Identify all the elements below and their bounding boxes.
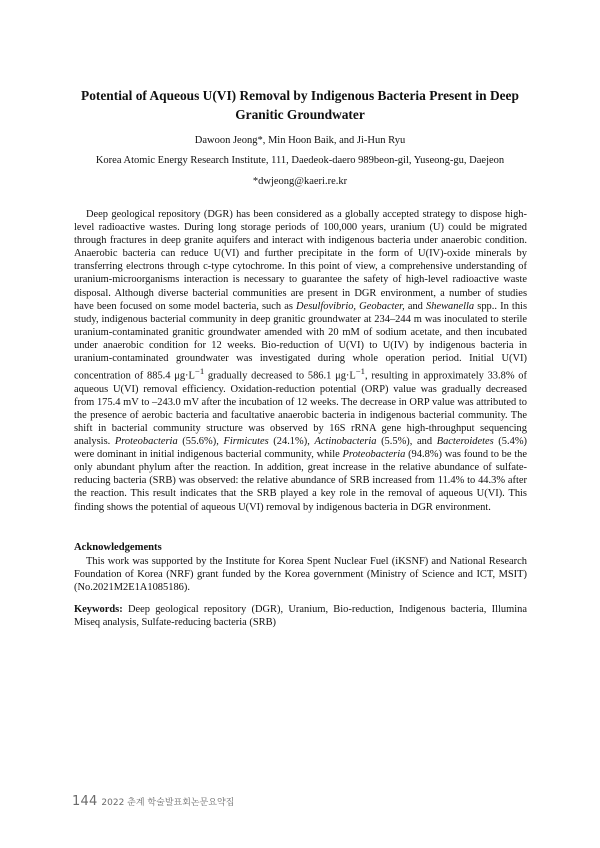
authors: Dawoon Jeong*, Min Hoon Baik, and Ji-Hun Ryu <box>194 135 406 146</box>
page-footer <box>72 790 234 809</box>
paper-title <box>70 86 530 124</box>
abstract <box>74 208 527 514</box>
journal-name: 2022 춘계 학술발표회논문요약집 <box>101 798 235 808</box>
keywords-text: Deep geological repository (DGR), Uranium, Bio-reduction, Indigenous bacteria, Illumina Miseq analysis, Sulfate-reducing bacteria (SRB) <box>74 604 527 629</box>
genus-names: Desulfovibrio, Geobacter, <box>296 300 405 312</box>
title-line-1: Potential of Aqueous U(VI) Removal by Indigenous Bacteria Present in Deep <box>81 88 519 103</box>
title-line-2: Granitic Groundwater <box>235 107 365 122</box>
keywords-label: Keywords: <box>74 604 123 615</box>
genus-name: Shewanella <box>426 300 475 312</box>
abstract-paragraph: Deep geological repository (DGR) has been considered as a globally accepted strategy to dispose high-level radioactive wastes. During long storage periods of 100,000 years, uranium (U) could be migrated through fractures in deep granite aquifers and interact with indigenous bacteria under anaerobic condition. Anaerobic bacteria can reduce U(VI) and further precipitate in the form of U(IV)-oxide minerals by transferring electrons through c-type cytochrome. In this point of view, a comprehensive understanding of uranium-microorganisms interaction is necessary to guarantee the safety of high-level radioactive waste disposal. Although diverse bacterial communities are present in DGR environment, a number of studies have been focused on some model bacteria, such as Desulfovibrio, Geobacter, and Shewanella spp.. In this study, indigenous bacterial community in deep granitic groundwater at 234–244 m was inoculated to sterile uranium-contaminated granitic groundwater amended with 20 mM of sodium acetate, and then incubated under anaerobic condition for 12 weeks. Bio-reduction of U(VI) to U(IV) by indigenous bacteria in uranium-contaminated groundwater was investigated during whole operation period. Initial U(VI) concentration of 885.4 $\mu g\cdot L^{-1}$ gradually decreased to 586.1 $\mu g\cdot L^{-1}$, resulting in approximately 33.8% of aqueous U(VI) removal efficiency. Oxidation-reduction potential (ORP) value was gradually decreased from 175.4 mV to –243.0 mV after the incubation of 12 weeks. The decrease in ORP value was attributed to the presence of aerobic bacteria and facultative anaerobic bacteria in indigenous bacterial community. The shift in bacterial community structure was observed by 16S rRNA gene high-throughput sequencing analysis. Proteobacteria (55.6%), Firmicutes (24.1%), Actinobacteria (5.5%), and Bacteroidetes (5.4%) were dominant in initial indigenous bacterial community, while Proteobacteria (94.8%) was found to be the only abundant phylum after the reaction. In addition, great increase in the relative abundance of sulfate-reducing bacteria (SRB) was observed: the relative abundance of SRB increased from 11.4% to 44.3% after the reaction. This result indicates that the SRB played a key role in the removal of aqueous U(VI). This finding shows the potential of aqueous U(VI) removal by indigenous bacteria in DGR environment. <box>74 209 528 513</box>
page-number: 144 <box>72 794 98 809</box>
affiliation: Korea Atomic Energy Research Institute, 111, Daedeok-daero 989beon-gil, Yuseong-gu, Daejeon <box>95 155 505 166</box>
acknowledgements-heading: Acknowledgements <box>74 542 162 553</box>
corresponding-email: *dwjeong@kaeri.re.kr <box>252 176 348 187</box>
keywords <box>74 603 527 629</box>
acknowledgements-body: This work was supported by the Institute for Korea Spent Nuclear Fuel (iKSNF) and National Research Foundation of Korea (NRF) grant funded by the Korea government (Ministry of Science and ICT, MSIT) (No.2021M2E1A1085186). <box>74 556 527 594</box>
